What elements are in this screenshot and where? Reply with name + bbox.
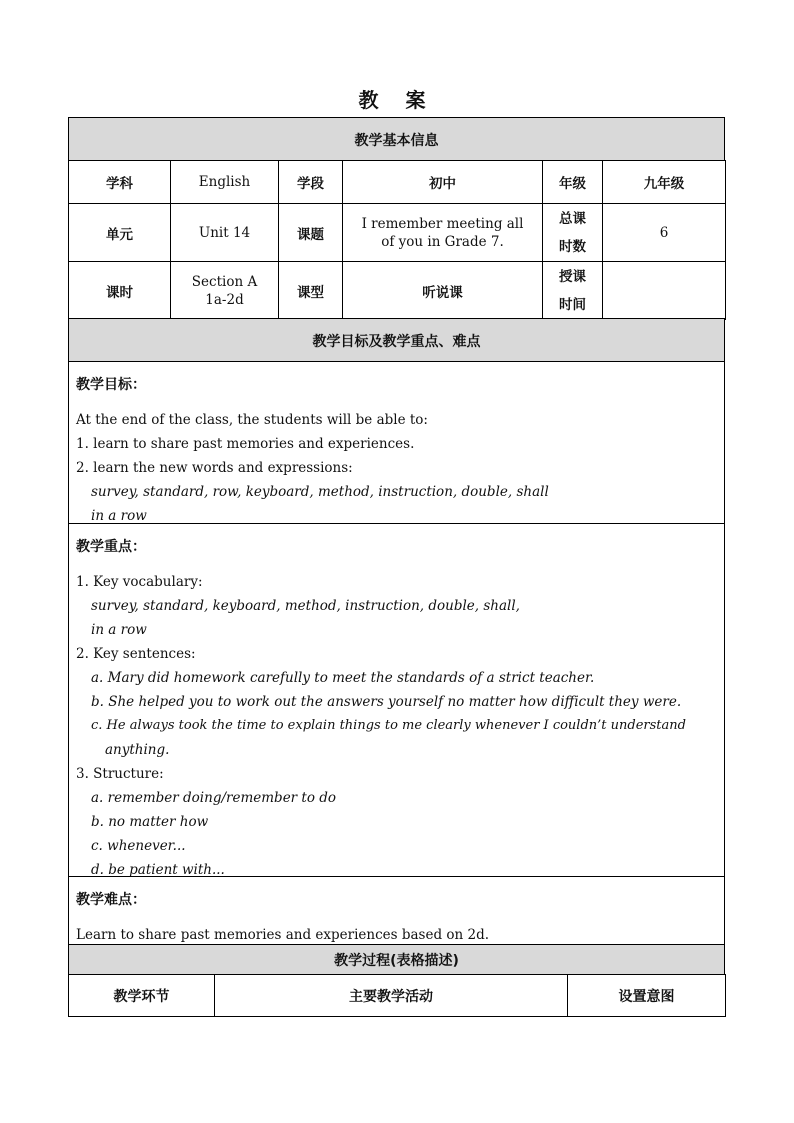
value-total-hours: 6 xyxy=(603,204,726,262)
key-point-line: c. whenever... xyxy=(91,838,186,854)
process-column-activities: 主要教学活动 xyxy=(215,975,568,1017)
value-lesson-line2: 1a-2d xyxy=(205,291,244,308)
key-point-line: 1. Key vocabulary: xyxy=(76,574,203,590)
value-grade: 九年级 xyxy=(603,161,726,204)
goal-line: 1. learn to share past memories and experiences. xyxy=(76,436,415,452)
info-row-unit xyxy=(69,204,726,262)
key-point-line: anything. xyxy=(105,742,170,758)
goals-header-text: 教学目标及教学重点、难点 xyxy=(312,333,481,350)
key-point-line: b. She helped you to work out the answers yourself no matter how difficult they were. xyxy=(91,694,682,710)
value-topic: I remember meeting all of you in Grade 7. xyxy=(343,204,543,262)
label-lesson-type: 课型 xyxy=(279,262,343,320)
value-unit: Unit 14 xyxy=(171,204,279,262)
value-lesson-type: 听说课 xyxy=(343,262,543,320)
difficulties-section xyxy=(68,876,725,945)
key-point-line: d. be patient with... xyxy=(91,862,225,878)
goals-header xyxy=(68,318,725,362)
key-point-line: a. Mary did homework carefully to meet the standards of a strict teacher. xyxy=(91,670,595,686)
key-point-line: 2. Key sentences: xyxy=(76,646,196,662)
goal-line: in a row xyxy=(91,508,147,524)
process-header-text: 教学过程(表格描述) xyxy=(334,953,459,969)
label-total-hours xyxy=(543,204,603,262)
label-teaching-time-line1: 授课 xyxy=(559,268,586,285)
process-column-purpose: 设置意图 xyxy=(568,975,726,1017)
key-point-line: a. remember doing/remember to do xyxy=(91,790,337,806)
goal-line: survey, standard, row, keyboard, method, instruction, double, shall xyxy=(91,484,549,500)
label-teaching-time xyxy=(543,262,603,320)
goal-line: At the end of the class, the students will be able to: xyxy=(76,412,428,428)
key-point-line: in a row xyxy=(91,622,147,638)
value-stage: 初中 xyxy=(343,161,543,204)
info-row-subject xyxy=(69,161,726,204)
key-points-section xyxy=(68,523,725,877)
document-title: 教 案 xyxy=(358,88,436,112)
process-column-stage: 教学环节 xyxy=(69,975,215,1017)
value-subject: English xyxy=(171,161,279,204)
label-subject: 学科 xyxy=(69,161,171,204)
process-header-row xyxy=(69,975,726,1017)
key-points-heading: 教学重点： xyxy=(76,539,146,555)
value-lesson xyxy=(171,262,279,320)
label-grade: 年级 xyxy=(543,161,603,204)
info-row-lesson xyxy=(69,262,726,320)
process-header xyxy=(68,944,725,975)
basic-info-table xyxy=(68,160,726,320)
basic-info-header xyxy=(68,117,725,161)
goal-line: 2. learn the new words and expressions: xyxy=(76,460,353,476)
key-point-line: b. no matter how xyxy=(91,814,209,830)
label-topic: 课题 xyxy=(279,204,343,262)
basic-info-header-text: 教学基本信息 xyxy=(354,132,439,149)
difficulties-heading: 教学难点： xyxy=(76,892,146,908)
key-point-line: c. He always took the time to explain things to me clearly whenever I couldn’t understand xyxy=(91,718,686,733)
label-teaching-time-line2: 时间 xyxy=(559,296,586,313)
label-total-hours-line1: 总课 xyxy=(559,210,586,227)
teaching-goals-heading: 教学目标： xyxy=(76,377,146,393)
value-lesson-line1: Section A xyxy=(191,273,258,290)
key-point-line: survey, standard, keyboard, method, instruction, double, shall, xyxy=(91,598,520,614)
teaching-goals-section xyxy=(68,361,725,524)
process-table xyxy=(68,974,726,1017)
difficulty-line: Learn to share past memories and experiences based on 2d. xyxy=(76,927,490,943)
label-unit: 单元 xyxy=(69,204,171,262)
value-teaching-time xyxy=(603,262,726,320)
label-total-hours-line2: 时数 xyxy=(559,238,586,255)
label-stage: 学段 xyxy=(279,161,343,204)
label-lesson: 课时 xyxy=(69,262,171,320)
key-point-line: 3. Structure: xyxy=(76,766,164,782)
